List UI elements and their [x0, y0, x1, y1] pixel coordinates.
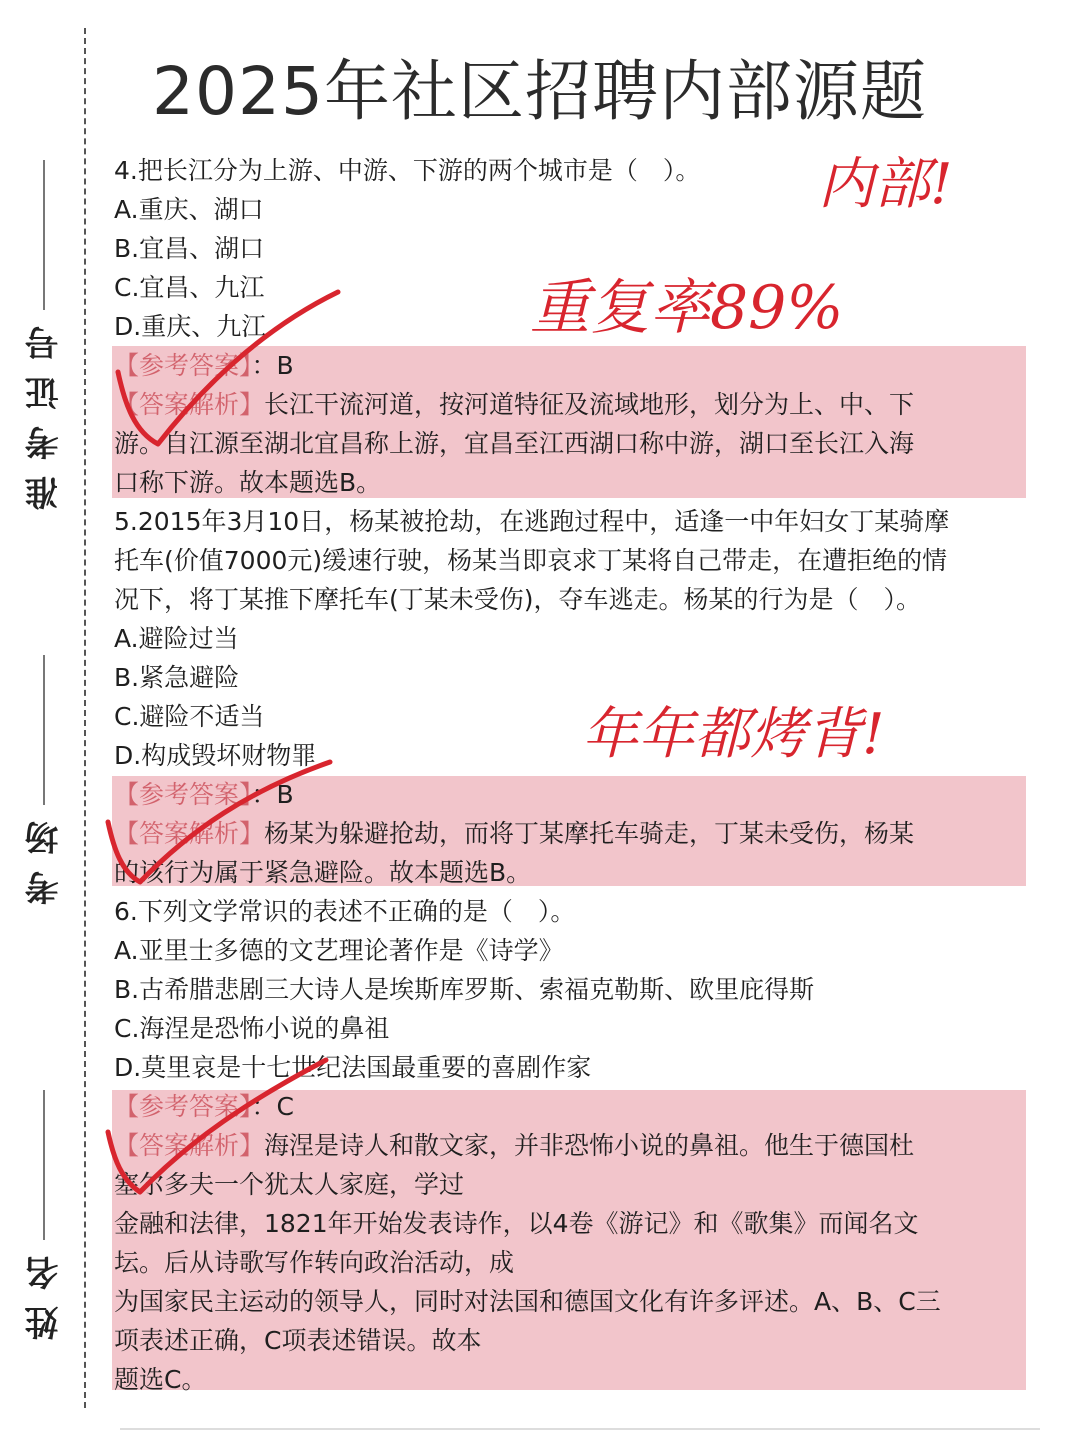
- q5-stem-line-2: 托车(价值7000元)缓速行驶，杨某当即哀求丁某将自己带走，在遭拒绝的情: [114, 546, 948, 575]
- handwriting-annual: 年年都烤背!: [582, 702, 885, 767]
- q5-option-a: A.避险过当: [114, 624, 239, 653]
- q4-analysis-line-3: 口称下游。故本题选B。: [114, 468, 382, 497]
- bottom-rule: [120, 1428, 1040, 1430]
- q6-analysis-line-1: 海涅是诗人和散文家，并非恐怖小说的鼻祖。他生于德国杜: [264, 1131, 915, 1160]
- q6-answer-label: 【参考答案】: [114, 1092, 252, 1121]
- q5-analysis-row: [114, 814, 914, 853]
- q6-option-a: A.亚里士多德的文艺理论著作是《诗学》: [114, 936, 564, 965]
- q4-answer-value: ：B: [251, 351, 294, 380]
- q4-answer-label: 【参考答案】: [114, 351, 252, 380]
- q6-analysis-label: 【答案解析】: [114, 1131, 265, 1160]
- q6-answer-row: [114, 1087, 294, 1126]
- q5-option-c: C.避险不适当: [114, 702, 265, 731]
- q6-analysis-row: [114, 1126, 914, 1165]
- q4-stem: 4.把长江分为上游、中游、下游的两个城市是（ ）。: [114, 156, 701, 185]
- q5-option-d: D.构成毁坏财物罪: [114, 741, 317, 770]
- q4-option-c: C.宜昌、九江: [114, 273, 265, 302]
- q4-analysis-line-2: 游。自江源至湖北宜昌称上游，宜昌至江西湖口称中游，湖口至长江入海: [114, 429, 915, 458]
- handwriting-internal: 内部!: [818, 152, 953, 217]
- q6-analysis-line-7: 题选C。: [114, 1365, 207, 1394]
- q5-analysis-line-1: 杨某为躲避抢劫，而将丁某摩托车骑走，丁某未受伤，杨某: [264, 819, 915, 848]
- name-label: 姓名: [24, 1240, 65, 1340]
- exam-id-label: 准考证号: [24, 310, 65, 510]
- q5-stem-line-3: 况下，将丁某推下摩托车(丁某未受伤)，夺车逃走。杨某的行为是（ ）。: [114, 585, 922, 614]
- q5-answer-row: [114, 775, 294, 814]
- q5-analysis-label: 【答案解析】: [114, 819, 265, 848]
- q6-answer-value: ：C: [251, 1092, 294, 1121]
- page-title: 2025年社区招聘内部源题: [152, 53, 927, 130]
- q4-analysis-line-1: 长江干流河道，按河道特征及流域地形，划分为上、中、下: [264, 390, 915, 419]
- q6-option-c: C.海涅是恐怖小说的鼻祖: [114, 1014, 390, 1043]
- q5-analysis-line-2: 的该行为属于紧急避险。故本题选B。: [114, 858, 532, 887]
- q6-option-b: B.古希腊悲剧三大诗人是埃斯库罗斯、索福克勒斯、欧里庇得斯: [114, 975, 815, 1004]
- q4-option-a: A.重庆、湖口: [114, 195, 264, 224]
- q4-analysis-label: 【答案解析】: [114, 390, 265, 419]
- q6-analysis-line-4: 坛。后从诗歌写作转向政治活动，成: [114, 1248, 515, 1277]
- q5-option-b: B.紧急避险: [114, 663, 240, 692]
- handwriting-repeat-rate: 重复率89%: [530, 273, 844, 343]
- venue-label: 考场: [24, 805, 65, 905]
- q4-analysis-row: [114, 385, 914, 424]
- q6-stem: 6.下列文学常识的表述不正确的是（ ）。: [114, 897, 576, 926]
- q4-option-d: D.重庆、九江: [114, 312, 267, 341]
- q6-analysis-line-5: 为国家民主运动的领导人，同时对法国和德国文化有许多评述。A、B、C三: [114, 1287, 941, 1316]
- q6-analysis-line-3: 金融和法律，1821年开始发表诗作，以4卷《游记》和《歌集》而闻名文: [114, 1209, 919, 1238]
- q5-answer-label: 【参考答案】: [114, 780, 252, 809]
- q5-stem-line-1: 5.2015年3月10日，杨某被抢劫，在逃跑过程中，适逢一中年妇女丁某骑摩: [114, 507, 950, 536]
- q6-option-d: D.莫里哀是十七世纪法国最重要的喜剧作家: [114, 1053, 592, 1082]
- q5-answer-value: ：B: [251, 780, 294, 809]
- q6-analysis-line-2: 塞尔多夫一个犹太人家庭，学过: [114, 1170, 465, 1199]
- q6-analysis-line-6: 项表述正确，C项表述错误。故本: [114, 1326, 482, 1355]
- q4-option-b: B.宜昌、湖口: [114, 234, 265, 263]
- q4-answer-row: [114, 346, 294, 385]
